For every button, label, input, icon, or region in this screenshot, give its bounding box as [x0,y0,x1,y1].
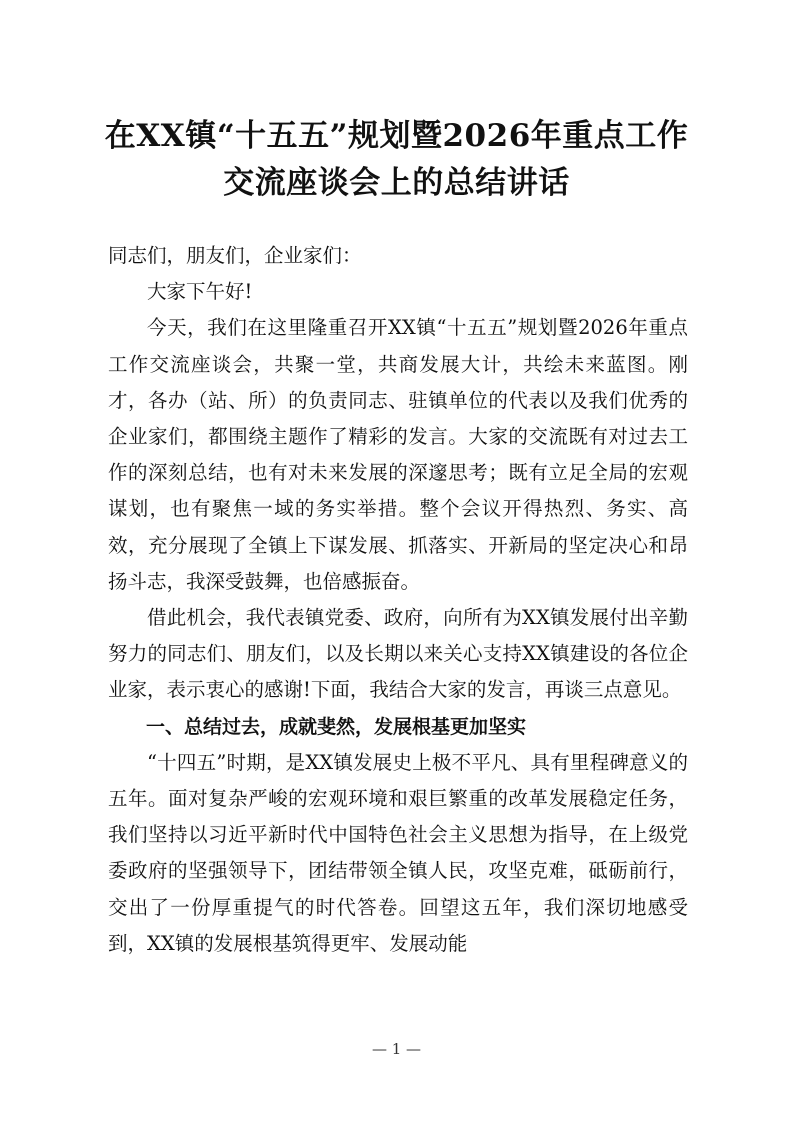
document-title: 在XX镇“十五五”规划暨2026年重点工作交流座谈会上的总结讲话 [104,118,689,201]
body-paragraph: 今天，我们在这里隆重召开XX镇“十五五”规划暨2026年重点工作交流座谈会，共聚一堂，共商发展大计，共绘未来蓝图。刚才，各办（站、所）的负责同志、驻镇单位的代表以及我们优秀的企业家们，都围绕主题作了精彩的发言。大家的交流既有对过去工作的深刻总结，也有对未来发展的深邃思考；既有立足全局的宏观谋划，也有聚焦一域的务实举措。整个会议开得热烈、务实、高效，充分展现了全镇上下谋发展、抓落实、开新局的坚定决心和昂扬斗志，我深受鼓舞，也倍感振奋。 [108,316,688,593]
salutation: 同志们，朋友们，企业家们： [108,244,362,267]
page-number: — 1 — [371,1040,422,1058]
document-body [108,238,688,962]
body-paragraph: 借此机会，我代表镇党委、政府，向所有为XX镇发展付出辛勤努力的同志们、朋友们，以及长期以来关心支持XX镇建设的各位企业家，表示衷心的感谢!下面，我结合大家的发言，再谈三点意见。 [108,606,688,702]
section-heading: 一、总结过去，成就斐然，发展根基更加坚实 [146,715,527,738]
greeting-line: 大家下午好! [147,280,253,304]
section-paragraph: “十四五”时期，是XX镇发展史上极不平凡、具有里程碑意义的五年。面对复杂严峻的宏观环境和艰巨繁重的改革发展稳定任务，我们坚持以习近平新时代中国特色社会主义思想为指导，在上级党委政府的坚强领导下，团结带领全镇人民，攻坚克难，砥砺前行，交出了一份厚重提气的时代答卷。回望这五年，我们深切地感受到，XX镇的发展根基筑得更牢、发展动能 [108,750,688,955]
